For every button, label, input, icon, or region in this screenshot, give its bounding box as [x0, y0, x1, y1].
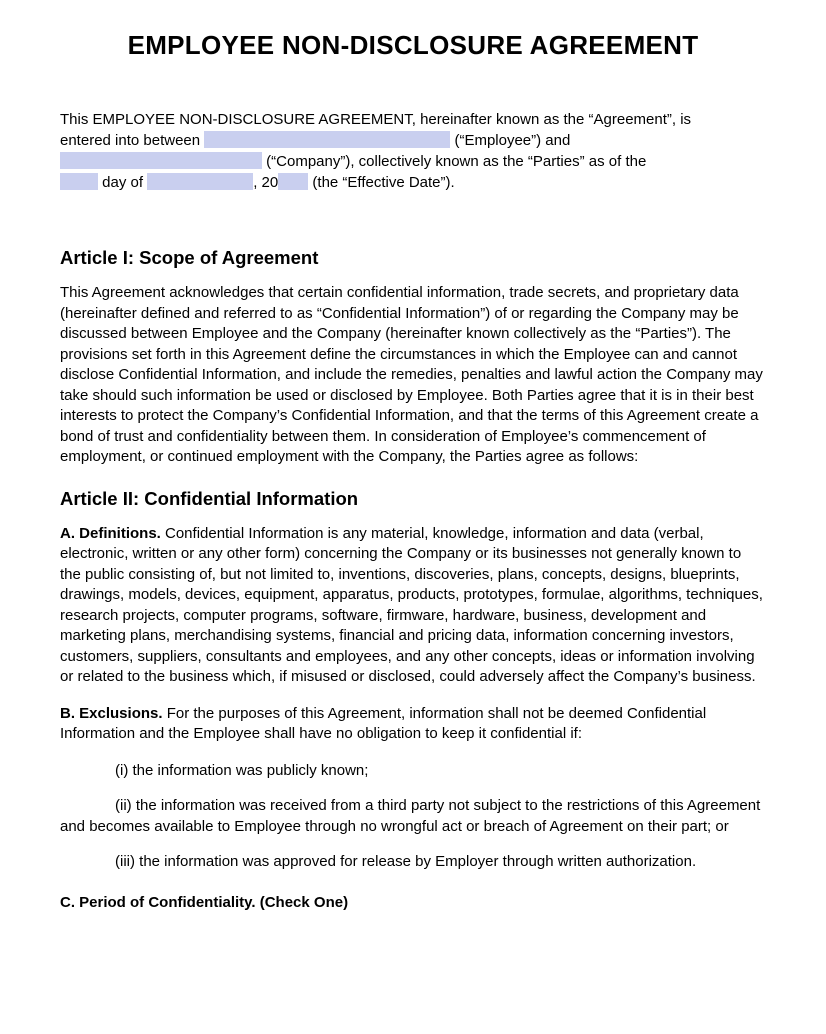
intro-line-3-text-after: (“Company”), collectively known as the “Parties” as of the [262, 153, 647, 170]
intro-line-2 [60, 130, 766, 151]
employee-name-field[interactable] [204, 131, 450, 148]
intro-line-4 [60, 172, 766, 193]
intro-line-2-text-before: entered into between [60, 132, 205, 149]
document-page [60, 0, 766, 913]
definitions-paragraph [60, 524, 766, 688]
intro-line-4-text-1: day of [98, 174, 148, 191]
exclusion-item-iii: (iii) the information was approved for release by Employer through written authorization. [115, 853, 697, 870]
document-title: EMPLOYEE NON-DISCLOSURE AGREEMENT [127, 30, 699, 60]
company-name-field[interactable] [60, 152, 262, 169]
definitions-text: Confidential Information is any material, knowledge, information and data (verbal, electronic, written or any other form) concerning the Company or its businesses not generally known to the public consisting of, but not limited to, inventions, discoveries, plans, concepts, designs, blueprints, drawings, models, devices, equipment, apparatus, products, prototypes, formulae, algorithms, techniques, research projects, computer programs, software, firmware, hardware, business, development and marketing plans, merchandising systems, financial and pricing data, information concerning investors, customers, suppliers, consultants and employees, and any other concepts, ideas or information involving or related to the business which, if misused or disclosed, could adversely affect the Company’s business. [60, 524, 763, 685]
intro-paragraph [60, 109, 766, 193]
article-1-body: This Agreement acknowledges that certain confidential information, trade secrets, and proprietary data (hereinafter defined and referred to as “Confidential Information”) of or regarding the Company may be discussed between Employee and the Company (hereinafter known collectively as the “Parties”). The provisions set forth in this Agreement define the circumstances in which the Employee can and cannot disclose Confidential Information, and include the remedies, penalties and lawful action the Company may take should such information be used or disclosed by Employee. Both Parties agree that it is in their best interests to protect the Company’s Confidential Information, and that the terms of this Agreement create a bond of trust and confidentiality between them. In consideration of Employee’s commencement of employment, or continued employment with the Company, the Parties agree as follows: [60, 284, 763, 465]
intro-line-3 [60, 151, 766, 172]
year-field[interactable] [278, 173, 308, 190]
intro-line-2-text-after: (“Employee”) and [450, 132, 571, 149]
intro-line-4-text-3: (the “Effective Date”). [308, 174, 455, 191]
exclusions-text: For the purposes of this Agreement, information shall not be deemed Confidential Information and the Employee shall have no obligation to keep it confidential if: [60, 704, 707, 742]
day-field[interactable] [60, 173, 98, 190]
intro-line-1 [60, 109, 766, 130]
article-1-heading: Article I: Scope of Agreement [60, 247, 319, 268]
exclusions-paragraph [60, 704, 766, 745]
definitions-lead: A. Definitions. [60, 524, 161, 542]
exclusion-item-ii: (ii) the information was received from a third party not subject to the restrictions of this Agreement and becomes available to Employee through no wrongful act or breach of Agreement on their part; or [60, 797, 761, 835]
month-field[interactable] [147, 173, 253, 190]
intro-line-1-text: This EMPLOYEE NON-DISCLOSURE AGREEMENT, hereinafter known as the “Agreement”, is [60, 111, 692, 128]
period-of-confidentiality-heading: C. Period of Confidentiality. (Check One) [60, 893, 349, 911]
article-2-heading: Article II: Confidential Information [60, 487, 359, 509]
exclusion-item-i: (i) the information was publicly known; [115, 761, 369, 779]
intro-line-4-text-2: , 20 [253, 174, 279, 191]
exclusions-lead: B. Exclusions. [60, 704, 163, 722]
